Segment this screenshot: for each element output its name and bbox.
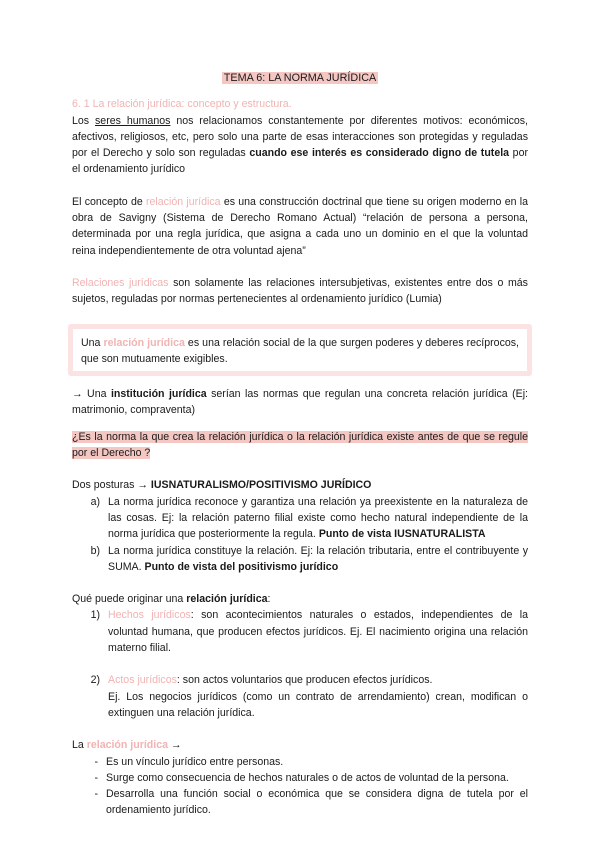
question: ¿Es la norma la que crea la relación jurídica o la relación jurídica existe antes de que se regule por el Derecho ? bbox=[72, 430, 528, 460]
paragraph-institution: → Una institución jurídica serían las normas que regulan una concreta relación jurídica (Ej: matrimonio, compraventa) bbox=[72, 388, 528, 417]
list-item: a) La norma jurídica reconoce y garantiza una relación ya preexistente en la naturaleza de las cosas. Ej: la relación paterno filial existe como hecho natural independiente de la norma jurídica que posteriormente la regula. Punto de vista IUSNATURALISTA bbox=[90, 495, 528, 541]
definition-text: Una relación jurídica es una relación social de la que surgen poderes y deberes recíprocos, que son mutuamente exigibles. bbox=[81, 336, 519, 365]
page-title: TEMA 6: LA NORMA JURÍDICA bbox=[223, 72, 377, 84]
list-item: 2) Actos jurídicos: son actos voluntarios que producen efectos jurídicos. bbox=[90, 674, 433, 687]
origin-list bbox=[72, 607, 528, 721]
summary-list bbox=[72, 754, 528, 819]
list-item: 1) Hechos jurídicos: son acontecimientos naturales o estados, independientes de la voluntad humana, que producen efectos jurídicos. Ej. El nacimiento origina una relación materno filial. bbox=[90, 609, 528, 655]
document-page bbox=[72, 70, 528, 819]
list-item: - Desarrolla una función social o económica que se considera digna de tutela por el ordenamiento jurídico. bbox=[94, 788, 528, 817]
paragraph-2: El concepto de relación jurídica es una construcción doctrinal que tiene su origen moderno en la obra de Savigny (Sistema de Derecho Romano Actual) “relación de persona a persona, determinada por una regla jurídica, que asigna a cada uno un dominio en el que la voluntad reina independientemente de otra voluntad ajena” bbox=[72, 195, 528, 257]
list-item: b) La norma jurídica constituye la relación. Ej: la relación tributaria, entre el contribuyente y SUMA. Punto de vista del positivismo jurídico bbox=[90, 544, 528, 573]
list-item: - Surge como consecuencia de hechos naturales o de actos de voluntad de la persona. bbox=[94, 771, 509, 784]
origin-heading: Qué puede originar una relación jurídica: bbox=[72, 593, 271, 606]
postures-heading: Dos posturas → IUSNATURALISMO/POSITIVISMO JURÍDICO bbox=[72, 479, 372, 492]
paragraph-1: Los seres humanos nos relacionamos constantemente por diferentes motivos: económicos, afectivos, religiosos, etc, pero solo una parte de esas interacciones son protegidas y reguladas por el Derecho y solo son reguladas cuando ese interés es considerado digno de tutela por el ordenamiento jurídico bbox=[72, 114, 528, 176]
paragraph-3: Relaciones jurídicas son solamente las relaciones intersubjetivas, existentes entre dos o más sujetos, reguladas por normas pertenecientes al ordenamiento jurídico (Lumia) bbox=[72, 276, 528, 306]
summary-heading: La relación jurídica → bbox=[72, 739, 182, 752]
section-heading: 6. 1 La relación jurídica: concepto y estructura. bbox=[72, 98, 292, 111]
definition-box bbox=[68, 324, 532, 377]
postures-list bbox=[72, 494, 528, 575]
list-item: - Es un vínculo jurídico entre personas. bbox=[94, 755, 284, 768]
list-item-extra: Ej. Los negocios jurídicos (como un contrato de arrendamiento) crean, modifican o extinguen una relación jurídica. bbox=[108, 690, 528, 719]
